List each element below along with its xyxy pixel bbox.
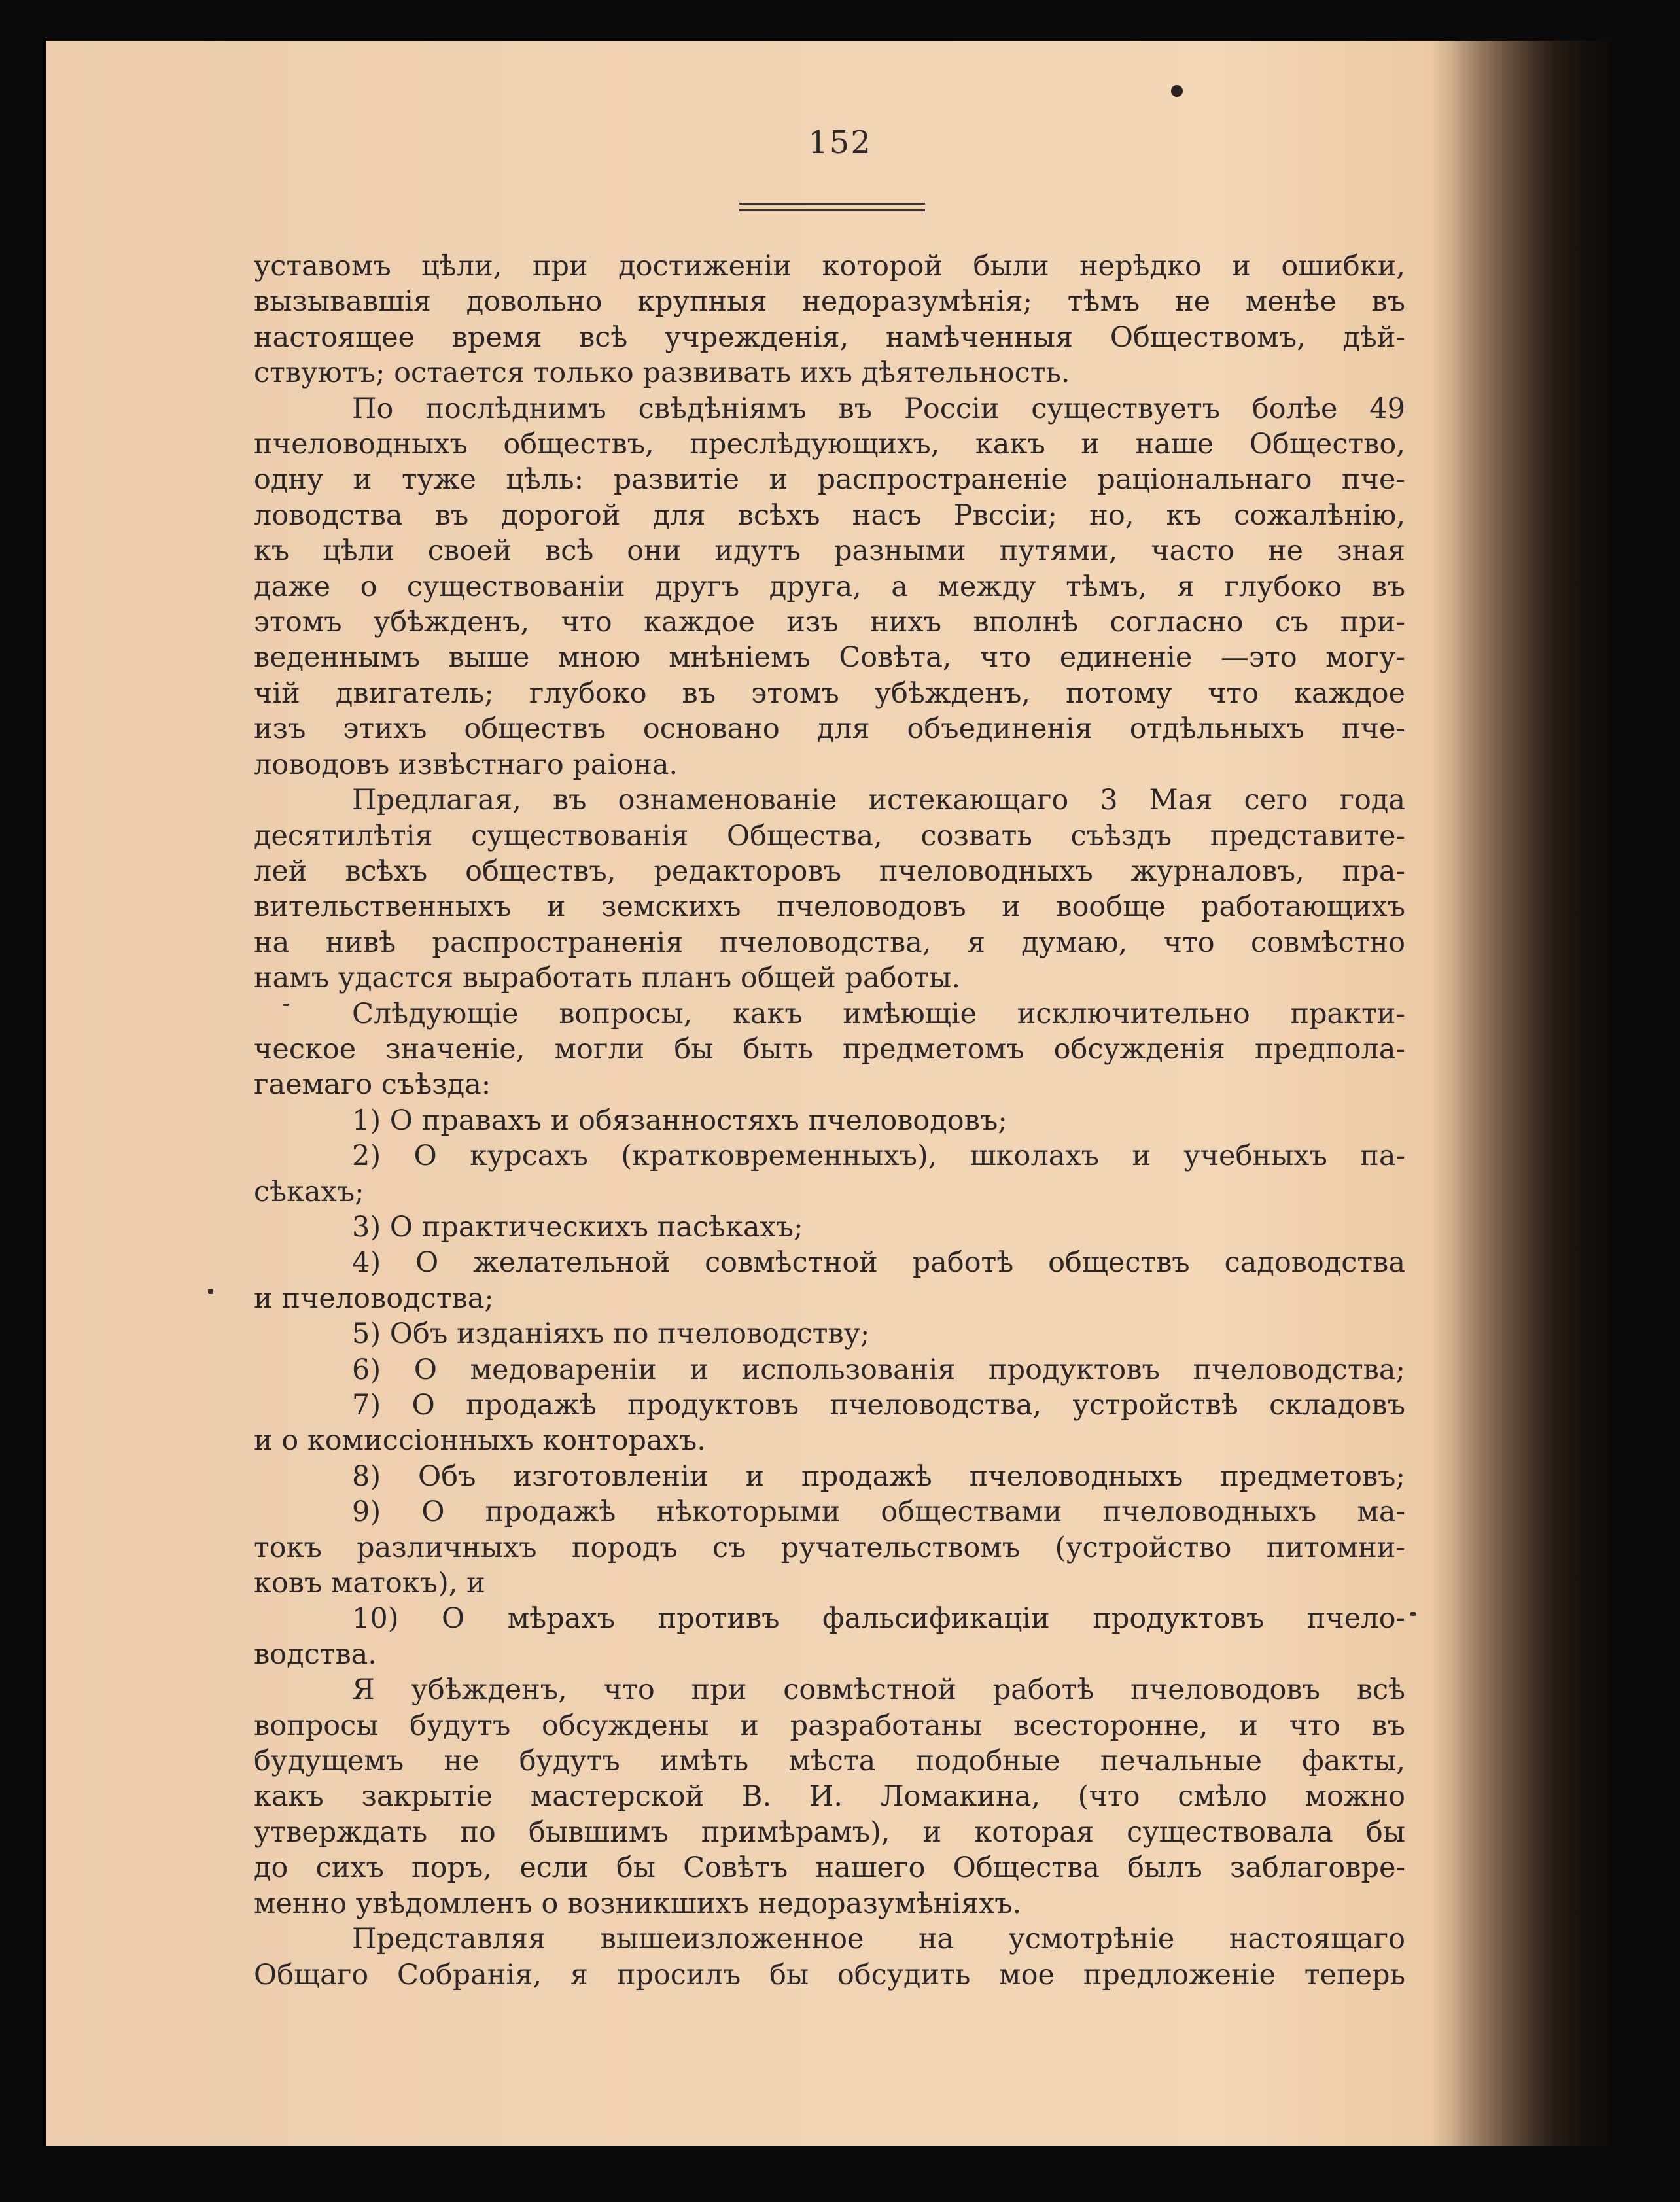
text-line: чій двигатель; глубоко въ этомъ убѣжденъ, потому что каждое <box>254 676 1405 710</box>
body-text <box>254 249 1405 1993</box>
text-line: Предлагая, въ ознаменованіе истекающаго 3 Мая сего года <box>352 784 1405 817</box>
text-line: токъ различныхъ породъ съ ручательствомъ (устройство питомни- <box>254 1531 1405 1564</box>
text-line: По послѣднимъ свѣдѣніямъ въ Россіи существуетъ болѣе 49 <box>352 392 1405 425</box>
text-line: и пчеловодства; <box>254 1282 494 1315</box>
text-line: на нивѣ распространенія пчеловодства, я думаю, что совмѣстно <box>254 926 1405 959</box>
text-line: 9) О продажѣ нѣкоторыми обществами пчеловодныхъ ма- <box>352 1495 1405 1529</box>
text-line: 2) О курсахъ (кратковременныхъ), школахъ и учебныхъ па- <box>352 1140 1405 1173</box>
text-line: Слѣдующіе вопросы, какъ имѣющіе исключительно практи- <box>352 997 1405 1030</box>
text-line: даже о существованіи другъ друга, а между тѣмъ, я глубоко въ <box>254 570 1405 603</box>
text-line: 8) Объ изготовленіи и продажѣ пчеловодныхъ предметовъ; <box>352 1459 1405 1493</box>
stray-mark <box>1410 1612 1416 1616</box>
text-line: Общаго Собранія, я просилъ бы обсудить мое предложеніе теперь <box>254 1958 1405 1991</box>
text-line: одну и туже цѣль: развитіе и распространеніе раціональнаго пче- <box>254 463 1405 497</box>
text-line: сѣкахъ; <box>254 1175 364 1208</box>
header-rule-bottom <box>739 209 925 211</box>
text-line: вопросы будутъ обсуждены и разработаны всесторонне, и что въ <box>254 1709 1405 1742</box>
text-line: ковъ матокъ), и <box>254 1567 485 1600</box>
text-line: 10) О мѣрахъ противъ фальсификаціи продуктовъ пчело- <box>352 1602 1405 1635</box>
text-line: ловодства въ дорогой для всѣхъ насъ Рвссіи; но, къ сожалѣнію, <box>254 498 1405 532</box>
text-line: настоящее время всѣ учрежденія, намѣченныя Обществомъ, дѣй- <box>254 321 1405 354</box>
text-line: менно увѣдомленъ о возникшихъ недоразумѣніяхъ. <box>254 1887 1022 1920</box>
text-line: намъ удастся выработать планъ общей работы. <box>254 962 961 995</box>
text-line: къ цѣли своей всѣ они идутъ разными путями, часто не зная <box>254 534 1405 568</box>
text-line: 1) О правахъ и обязанностяхъ пчеловодовъ; <box>352 1104 1007 1137</box>
text-line: лей всѣхъ обществъ, редакторовъ пчеловодныхъ журналовъ, пра- <box>254 854 1405 888</box>
ink-spot <box>1171 85 1183 97</box>
text-line: ческое значеніе, могли бы быть предметомъ обсужденія предпола- <box>254 1032 1405 1066</box>
text-line: уставомъ цѣли, при достиженіи которой были нерѣдко и ошибки, <box>254 250 1405 283</box>
text-line: 7) О продажѣ продуктовъ пчеловодства, устройствѣ складовъ <box>352 1389 1405 1422</box>
text-line: изъ этихъ обществъ основано для объединенія отдѣльныхъ пче- <box>254 712 1405 746</box>
text-line: 4) О желательной совмѣстной работѣ обществъ садоводства <box>352 1246 1405 1280</box>
text-line: этомъ убѣжденъ, что каждое изъ нихъ вполнѣ согласно съ при- <box>254 606 1405 639</box>
text-line: вительственныхъ и земскихъ пчеловодовъ и вообще работающихъ <box>254 890 1405 924</box>
text-line: 3) О практическихъ пасѣкахъ; <box>352 1210 803 1244</box>
text-line: будущемъ не будутъ имѣть мѣста подобные печальные факты, <box>254 1745 1405 1778</box>
stray-mark <box>283 1004 289 1006</box>
text-line: ловодовъ извѣстнаго раіона. <box>254 748 678 781</box>
text-line: гаемаго съѣзда: <box>254 1068 491 1102</box>
text-line: веденнымъ выше мною мнѣніемъ Совѣта, что единеніе —это могу- <box>254 641 1405 674</box>
header-rule-top <box>739 203 925 205</box>
text-line: до сихъ поръ, если бы Совѣтъ нашего Общества былъ заблаговре- <box>254 1851 1405 1885</box>
text-line: водства. <box>254 1637 377 1671</box>
text-line: и о комиссіонныхъ конторахъ. <box>254 1424 706 1458</box>
text-line: ствуютъ; остается только развивать ихъ дѣятельность. <box>254 357 1070 390</box>
text-line: вызывавшія довольно крупныя недоразумѣнія; тѣмъ не менѣе въ <box>254 285 1405 319</box>
text-line: Я убѣжденъ, что при совмѣстной работѣ пчеловодовъ всѣ <box>352 1673 1405 1707</box>
stray-mark <box>208 1289 213 1294</box>
text-line: какъ закрытіе мастерской В. И. Ломакина, (что смѣло можно <box>254 1780 1405 1813</box>
text-line: 6) О медовареніи и использованія продуктовъ пчеловодства; <box>352 1353 1405 1386</box>
text-line: 5) Объ изданіяхъ по пчеловодству; <box>352 1318 870 1351</box>
text-line: десятилѣтія существованія Общества, созвать съѣздъ представите- <box>254 819 1405 852</box>
text-line: пчеловодныхъ обществъ, преслѣдующихъ, какъ и наше Общество, <box>254 428 1405 461</box>
text-line: Представляя вышеизложенное на усмотрѣніе настоящаго <box>352 1923 1405 1956</box>
page-number: 152 <box>808 124 872 161</box>
text-line: утверждать по бывшимъ примѣрамъ), и которая существовала бы <box>254 1815 1405 1849</box>
